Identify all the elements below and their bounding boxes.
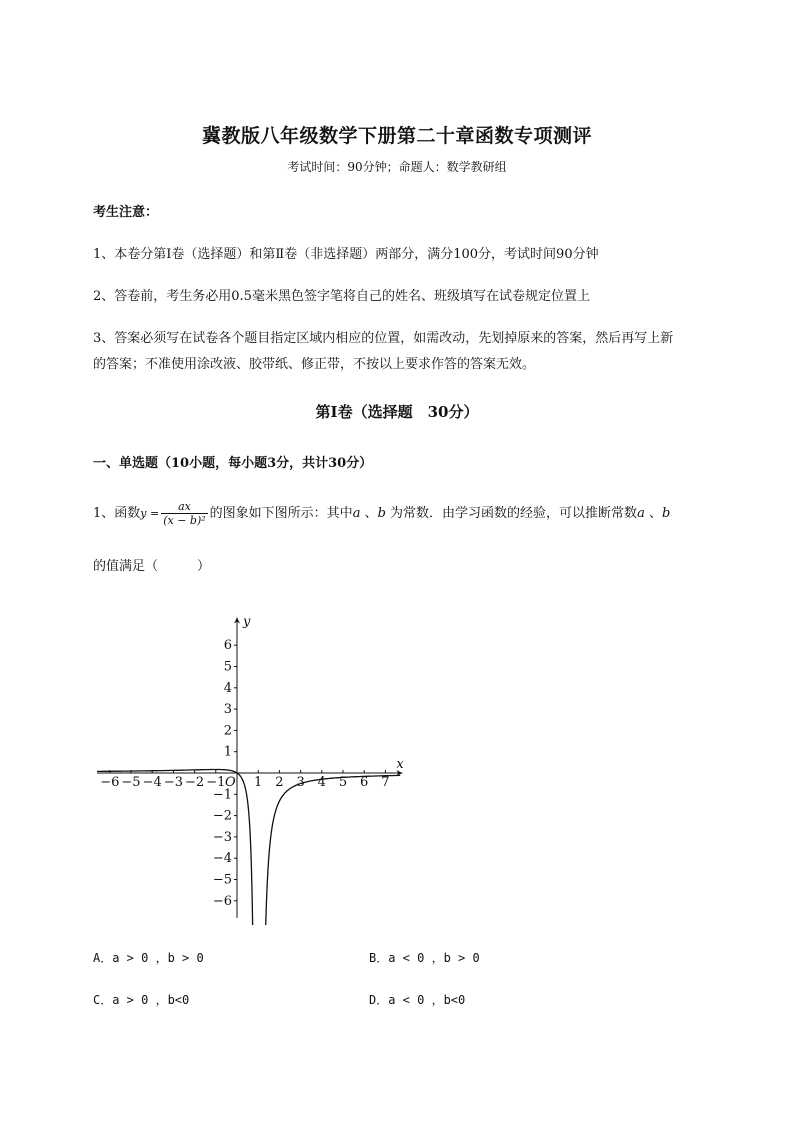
- note-item-1: 1、本卷分第I卷（选择题）和第Ⅱ卷（非选择题）两部分，满分100分，考试时间90分钟: [93, 247, 599, 262]
- formula-denominator: (x − b)²: [163, 514, 206, 527]
- graph-curves: [97, 770, 400, 926]
- x-tick-label: −6: [100, 775, 120, 790]
- curve-right-branch: [266, 775, 401, 925]
- note-item-3: 3、答案必须写在试卷各个题目指定区域内相应的位置，如需改动，先划掉原来的答案，然后再写上新: [93, 331, 674, 346]
- x-tick-label: 6: [360, 775, 369, 790]
- y-tick-label: −3: [212, 829, 232, 845]
- sep-1: 、: [360, 506, 378, 521]
- x-tick-label: 5: [338, 775, 348, 790]
- question-1-stem: [93, 500, 670, 527]
- notes-heading: 考生注意：: [93, 205, 159, 220]
- origin-label: O: [225, 775, 236, 790]
- formula-lhs: y =: [140, 507, 160, 520]
- x-tick-label: 7: [381, 775, 390, 790]
- formula-fraction: [161, 500, 207, 527]
- x-tick-label: −4: [142, 775, 162, 790]
- question-1-stem-line-2: 的值满足（ ）: [93, 559, 211, 574]
- choice-a[interactable]: A．a > 0 ，b > 0: [93, 951, 204, 965]
- exam-info: 考试时间：90分钟；命题人：数学教研组: [287, 160, 507, 174]
- x-tick-label: −2: [185, 775, 205, 790]
- y-tick-label: 1: [223, 744, 232, 760]
- var-a-2: a: [637, 506, 645, 521]
- section-title: 第I卷（选择题 30分）: [315, 403, 479, 421]
- function-graph: [90, 600, 410, 925]
- note-item-2: 2、答卷前，考生务必用0.5毫米黑色签字笔将自己的姓名、班级填写在试卷规定位置上: [93, 289, 590, 304]
- x-tick-label: −3: [163, 775, 183, 790]
- y-tick-label: 2: [223, 723, 232, 739]
- var-b-2: b: [661, 506, 671, 521]
- x-tick-label: 1: [254, 775, 263, 790]
- var-b: b: [377, 506, 386, 521]
- x-tick-label: 2: [275, 775, 284, 790]
- graph-axes: [97, 615, 404, 918]
- choice-b[interactable]: B．a < 0 ，b > 0: [369, 951, 480, 965]
- formula-numerator: ax: [161, 500, 207, 514]
- x-tick-label: −1: [206, 775, 226, 790]
- y-tick-label: −5: [212, 872, 232, 888]
- part-title: 一、单选题（10小题，每小题3分，共计30分）: [93, 456, 373, 471]
- question-1-text-a: 的图象如下图所示：其中: [209, 506, 353, 521]
- y-tick-label: −2: [212, 808, 232, 824]
- y-tick-label: 4: [223, 680, 232, 696]
- y-tick-label: −1: [212, 787, 232, 803]
- document-title: 冀教版八年级数学下册第二十章函数专项测评: [201, 125, 592, 147]
- y-tick-label: −4: [212, 851, 232, 867]
- choice-c[interactable]: C．a > 0 ，b<0: [93, 993, 190, 1007]
- note-item-3-continued: 的答案；不准使用涂改液、胶带纸、修正带，不按以上要求作答的答案无效。: [93, 357, 536, 372]
- y-axis-label: y: [243, 614, 251, 630]
- x-axis-label: x: [396, 757, 404, 772]
- question-1-text-b: 为常数．由学习函数的经验，可以推断常数: [385, 506, 638, 521]
- choice-d[interactable]: D．a < 0 ，b<0: [369, 993, 466, 1007]
- y-tick-label: −6: [212, 893, 232, 909]
- x-tick-label: −5: [121, 775, 141, 790]
- var-a: a: [352, 506, 361, 521]
- x-tick-label: 4: [317, 775, 326, 790]
- x-tick-label: 3: [296, 775, 305, 790]
- y-tick-label: 5: [223, 659, 232, 675]
- y-tick-label: 3: [223, 702, 232, 718]
- y-tick-label: 6: [223, 638, 232, 654]
- sep-2: 、: [644, 506, 662, 521]
- question-1-prefix: 1、函数: [93, 506, 141, 521]
